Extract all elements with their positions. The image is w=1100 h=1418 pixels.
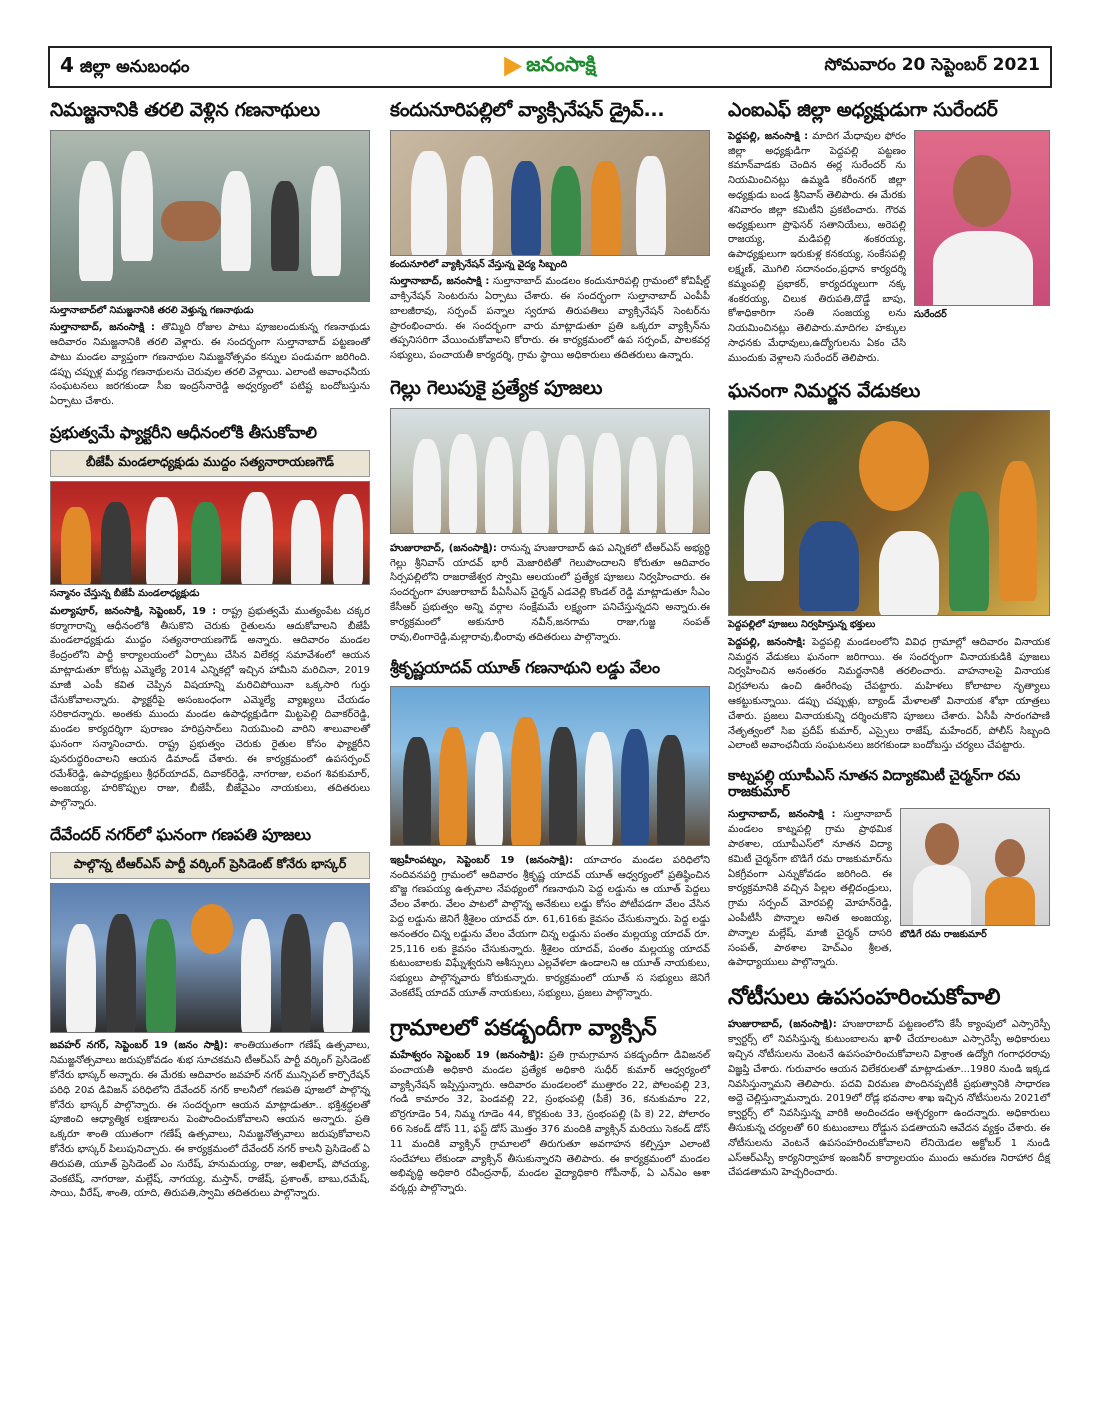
logo-flag-icon: [504, 57, 522, 77]
headline: ఎంఐఎఫ్ జిల్లా అధ్యక్షుడుగా సురేందర్: [728, 99, 998, 121]
article-mif-president: [728, 100, 1050, 367]
committee-photo: [900, 808, 1050, 926]
column-2: [390, 100, 710, 1211]
headline: నోటీసులు ఉపసంహరించుకోవాలి: [728, 985, 1001, 1011]
article-body: [728, 636, 1050, 754]
headline: గెల్లు గెలుపుకై ప్రత్యేక పూజలు: [390, 377, 603, 400]
body-text: రాష్ట్ర ప్రభుత్వమే ముత్యంపేట చక్కర కర్మాగారాన్ని ఆధీనంలోకి తీసుకొని చెరుకు రైతులను ఆదుకోవాలని బీజేపీ మండలాధ్యక్షుడు ముద్దం సత్యనారాయణగౌడ్ అన్నారు. ఆదివారం మండల కేంద్రంలోని పార్టీ కార్యాలయంలో ఏర్పాటు చేసిన విలేకర్ల సమావేశంలో ఆయన మాట్లాడుతూ కోరుట్ల ఎమ్మెల్యే 2014 ఎన్నికల్లో ఇచ్చిన హామీని మరిచినా, 2019 మాజీ ఎంపీ కవిత చెప్పిన విషయాన్ని మరిచిపోయినా ఒక్కసారి గుర్తు చేసుకోవాలన్నారు. ఫ్యాక్టరీపై అసంబంధంగా ఎమ్మెల్యే వ్యాఖ్యలు చేయడం సరికాదన్నారు. అంతకు ముందు మండల ఉపాధ్యక్షుడిగా మిట్టపెల్లి దివాకర్‌రెడ్డి, మండల కార్యదర్శిగా పురాణం హరిప్రసాద్‌లు నియమించి వారిని శాలువాలతో ఘనంగా సన్మానించారు. రాష్ట్ర ప్రభుత్వం చెరుకు రైతుల కోసం ఫ్యాక్టరీని పునరుద్ధరించాలని ఆయన డిమాండ్ చేశారు. ఈ కార్యక్రమంలో ఉపసర్పంచ్ రమేశ్‌రెడ్డి, ఉపాధ్యక్షులు శ్రీధర్‌యాదవ్, దివాకర్‌రెడ్డి, నాగరాజు, లవంగ శివకుమార్, అంజయ్య, హరికొప్పుల రాజు, బీజేపీ, బీజేవైఎం నాయకులు, తదితరులు పాల్గొన్నారు.: [50, 605, 370, 810]
dateline: సుల్తానాబాద్, జనంసాక్షి :: [50, 322, 155, 334]
dateline: హుజురాబాద్, (జనంసాక్షి):: [390, 542, 497, 554]
headline: ఘనంగా నిమర్జన వేడుకలు: [728, 379, 921, 402]
photo-vaccination: [390, 130, 710, 256]
photo-youth-group: [390, 686, 710, 846]
dateline: సుల్తానాబాద్, జనంసాక్షి :: [728, 809, 836, 821]
headline: కందునూరిపల్లిలో వ్యాక్సినేషన్ డ్రైవ్...: [390, 99, 665, 121]
article-body: [728, 130, 906, 367]
photo-immersion: [50, 130, 370, 302]
headline: గ్రామాలలో పకడ్బందీగా వ్యాక్సిన్: [390, 1015, 657, 1041]
page-label: [60, 53, 189, 81]
page-number: 4: [60, 53, 74, 77]
article-body: [50, 321, 370, 410]
dateline: పెద్దపల్లి, జనంసాక్షి :: [728, 130, 809, 142]
portrait-photo: [914, 130, 1050, 306]
photo-caption: కందునూరిలో వ్యాక్సినేషన్ వేస్తున్న వైద్య సిబ్బంది: [390, 258, 568, 270]
article-special-puja: [390, 378, 710, 645]
column-1: [50, 100, 370, 1216]
article-body: [390, 854, 710, 1002]
newspaper-logo: [504, 52, 596, 81]
article-body: [50, 1039, 370, 1202]
headline: శ్రీకృష్ణయాదవ్ యూత్ గణనాథుని లడ్డు వేలం: [390, 658, 660, 678]
dateline: సుల్తానాబాద్, జనంసాక్షి :: [390, 276, 490, 288]
dateline: జవహర్ నగర్, సెప్టెంబర్ 19 (జనం సాక్షి):: [50, 1040, 228, 1052]
photo-puja-devotees: [728, 410, 1050, 616]
photo-caption: బొడిగే రమ రాజకుమార్: [900, 929, 987, 941]
photo-puja-group: [50, 883, 370, 1033]
article-factory: [50, 424, 370, 812]
body-text: యాచారం మండల పరిధిలోని నందివనపర్తి గ్రామంలో ఆదివారం శ్రీకృష్ణ యాదవ్ యూత్ ఆధ్వర్యంలో ప్రతిష్ఠించిన బొజ్జ గణపయ్య ఉత్సవాల నేపథ్యంలో గణనాథుని పెద్ద లడ్డును ఆ యూత్ పెద్దలు వేలం వేశారు. వేలం పాటలో పాల్గొన్న అనేకులు లడ్డు కోసం పోటీపడగా వేలం వేసిన పెద్ద లడ్డును జెనిగే శ్రీశైలం యాదవ్ రూ. 61,616కు కైవసం చేసుకున్నారు. పెద్ద లడ్డు అనంతరం చిన్న లడ్డును వేలం వేయగా చిన్న లడ్డును పంతం మల్లయ్య యాదవ్ రూ. 25,116 లకు కైవసం చేసుకున్నారు. శ్రీశైలం యాదవ్, పంతం మల్లయ్య యాదవ్ కుటుంబాలకు విఘ్నేశ్వరుని ఆశీస్సులు ఎల్లవేళలా ఉండాలని ఆ యూత్ నాయకులు, సభ్యులు పాల్గొన్నవారు కోరుకున్నారు. కార్యక్రమంలో యూత్ స సభ్యులు జెనిగే వెంకటేష్ యాదవ్ యూత్ నాయకులు, సభ్యులు, ప్రజలు పాల్గొన్నారు.: [390, 854, 710, 999]
body-text: హుజురాబాద్ పట్టణంలోని కేసీ క్యాంపులో ఎస్సారెస్పీ క్వార్టర్స్ లో నివసిస్తున్న కుటుంబాలను ఖాళీ చేయాలంటూ ఎస్సారెస్పీ అధికారులు ఇచ్చిన నోటీసులను వెంటనే ఉపసంహరించుకోవాలని విశ్రాంత ఉద్యోగి గంగాధరరావు విజ్ఞప్తి చేశారు. గురువారం ఆయన విలేకరులతో మాట్లాడుతూ...1980 నుండి ఇక్కడ నివసిస్తున్నామని తెలిపారు. పదవి విరమణ పొందినప్పటికీ ప్రభుత్వానికి సాధారణ అద్దె చెల్లిస్తున్నామన్నారు. 2019లో రోడ్ల భవనాల శాఖ ఇచ్చిన నోటీసులను 2021లో క్వార్టర్స్ లో నివసిస్తున్న వారికి అందించడం ఆశ్చర్యంగా ఉందన్నారు. అధికారులు తీసుకున్న చర్యలతో 60 కుటుంబాలు రోడ్డున పడతాయని ఆవేదన వ్యక్తం చేశారు. ఈ నోటీసులను వెంటనే ఉపసంహరించుకోవాలని లేనియెడల అక్టోబర్ 1 నుండి ఎస్ఆర్ఎస్పీ కార్యనిర్వాహక ఇంజనీర్ కార్యాలయం ముందు ఆమరణ నిరాహార దీక్ష చేపడతామని హెచ్చరించారు.: [728, 1019, 1050, 1179]
sub-banner: బీజేపీ మండలాధ్యక్షుడు ముద్దం సత్యనారాయణగౌడ్: [50, 450, 370, 477]
dateline: మహేశ్వరం సెప్టెంబర్ 19 (జనంసాక్షి):: [390, 1050, 544, 1062]
photo-caption: సుల్తానాబాద్‌లో నిమజ్జనానికి తరలి వెళ్తున్న గణనాథుడు: [50, 304, 254, 316]
dateline: మల్యాపూర్, జనంసాక్షి, సెప్టెంబర్, 19 :: [50, 605, 217, 617]
section-name: జిల్లా అనుబంధం: [79, 57, 190, 77]
article-village-vaccine: [390, 1016, 710, 1197]
headline: కాట్నపల్లి యూపీఎస్ నూతన విద్యాకమిటీ చైర్మన్‌గా రమ రాజకుమార్: [728, 768, 1020, 801]
body-text: పెద్దపల్లి మండలంలోని వివిధ గ్రామాల్లో ఆదివారం వినాయక నిమర్జన వేడుకలు ఘనంగా జరిగాయి. ఈ సందర్భంగా వినాయకుడికి పూజలు నిర్వహించిన అనంతరం నిమర్జనానికి తరలించారు. వాహనాలపై వినాయక విగ్రహాలను ఉంచి ఊరేగింపు చేపట్టారు. మహిళలు కోలాటాల నృత్యాలు ఆకట్టుకున్నాయి. డప్పు చప్పుళ్లు, బ్యాండ్ మేళాలతో వినాయక శోభా యాత్రలు చేశారు. ప్రజలు వినాయకున్ని దర్శించుకొని పూజలు చేశారు. ఏసీపీ సారంగపాణి నేతృత్వంలో సిఐ ప్రదీప్ కుమార్, ఎస్సైలు రాజేష్, మహేందర్, పోలీస్ సిబ్బంది ఎలాంటి అవాంఛనీయ సంఘటనలు జరగకుండా బందోబస్తు చర్యలు చేపట్టారు.: [728, 636, 1051, 752]
portrait-caption: సురేందర్: [914, 308, 947, 320]
column-3: [728, 100, 1050, 1195]
article-immersion-festivities: [728, 381, 1050, 755]
article-ganapathi-puja: [50, 826, 370, 1202]
body-text: తొమ్మిది రోజుల పాటు పూజలందుకున్న గణనాథుడు ఆదివారం నిమజ్జనానికి తరలి వెళ్లారు. ఈ సందర్భంగా సుల్తానాబాద్ పట్టణంతో పాటు మండల వ్యాప్తంగా గణనాథుల నిమజ్జనోత్సవం కన్నుల పండువగా జరిగింది. డప్పు చప్పుళ్ల మధ్య గణనాథులను చెరువుల తరలి వెళ్లాయి. ఎలాంటి అవాంఛనీయ సంఘటనలు జరగకుండా సీఐ ఇంద్రసేనారెడ్డి అధ్వర్యంలో పటిష్ట బందోబస్తును ఏర్పాటు చేశారు.: [50, 322, 370, 408]
article-vaccination-drive: [390, 100, 710, 364]
headline: దేవేందర్ నగర్‌లో ఘనంగా గణపతి పూజలు: [50, 824, 311, 844]
article-body: [390, 542, 710, 646]
dateline: ఇబ్రహీంపట్నం, సెప్టెంబర్ 19 (జనంసాక్షి):: [390, 854, 574, 866]
issue-date: సోమవారం 20 సెప్టెంబర్ 2021: [824, 55, 1040, 75]
logo-text: జనంసాక్షి: [526, 52, 596, 76]
article-education-committee: [728, 768, 1050, 971]
photo-temple-group: [390, 408, 710, 534]
photo-felicitation: [50, 481, 370, 585]
body-text: రానున్న హుజురాబాద్ ఉప ఎన్నికలో టీఆర్ఎస్ అభ్యర్థి గెల్లు శ్రీనివాస్ యాదవ్ భారీ మెజారిటితో గెలుపొందాలని కోరుతూ ఆదివారం సిర్సపల్లిలోని రాజరాజేశ్వర స్వామి ఆలయంలో ప్రత్యేక పూజలు నిర్వహించారు. ఈ సందర్భంగా హుజురాబాద్ పీఏసీఎస్ చైర్మన్ ఎడవెల్లి కొండల్ రెడ్డి మాట్లాడుతూ సీఎం కేసీఆర్ ప్రభుత్వం అన్ని వర్గాల సంక్షేమమే లక్ష్యంగా పనిచేస్తున్నదని అన్నారు.ఈ కార్యక్రమంలో అకునూరి నవీన్,జనగామ రాజు,గుజ్జ సంపత్ రావు,లింగారెడ్డి,మల్లారావు,భీంరావు తదితరులు పాల్గొన్నారు.: [390, 542, 710, 643]
photo-caption: సన్మానం చేస్తున్న బీజేపీ మండలాధ్యక్షుడు: [50, 588, 200, 600]
dateline: హుజురాబాద్, (జనంసాక్షి):: [728, 1019, 837, 1031]
article-body: [390, 1049, 710, 1197]
article-immersion: [50, 100, 370, 410]
body-text: మాదిగ మేధావుల ఫోరం జిల్లా అధ్యక్షుడిగా పెద్దపల్లి పట్టణం కమాన్‌వాడకు చెందిన ఈర్ల సురేందర్ ను నియమించినట్లు ఉమ్మడి కరీంనగర్ జిల్లా అధ్యక్షుడు బండ శ్రీనివాస్ తెలిపారు. ఈ మేరకు శనివారం జిల్లా కమిటీని ప్రకటించారు. గౌరవ అధ్యక్షులుగా ప్రొఫెసర్ సతానియేలు, అరెపల్లి రాజయ్య, మడిపల్లి శంకరయ్య, ఉపాధ్యక్షులుగా ఇరుకుళ్ల కనకయ్య, సంకేసపల్లి లక్ష్మణ్, మొగిలి సదానందం,ప్రధాన కార్యదర్శి కమ్మంపల్లి ప్రభాకర్, కార్యదర్శులుగా నక్క శంకరయ్య, చిలుక తిరుపతి,దొడ్డే బాపు, కోశాధికారిగా సంతి సంజయ్య లను నియమించినట్లు తెలిపారు.మాదిగల హక్కుల సాధనకు మేధావులు,ఉద్యోగులను ఏకం చేసి ముందుకు వెళ్లాలని సురేందర్ తెలిపారు.: [728, 130, 906, 364]
body-text: సుల్తానాబాద్ మండలం కందునూరిపల్లి గ్రామంలో కోవిషీల్డ్ వాక్సినేషన్ సెంటరును ఏర్పాటు చేశారు. ఈ సందర్భంగా సుల్తానాబాద్ ఎంపీపీ బాలజీరావు, సర్పంచ్ పన్నాల స్వరూప తిరుపతిలు వ్యాక్సినేషన్ సెంటర్‌ను ప్రారంభించారు. ఈ సందర్భంగా వారు మాట్లాడుతూ ప్రతి ఒక్కరూ వ్యాక్సిన్‌ను తప్పనిసరిగా వేయించుకోవాలని కోరారు. ఈ కార్యక్రమంలో ఉప సర్పంచ్, పాలకవర్గ సభ్యులు, పంచాయతీ కార్యదర్శి, గ్రామ స్థాయి అధికారులు తదితరులు ఉన్నారు.: [390, 276, 710, 362]
headline: ప్రభుత్వమే ఫ్యాక్టరీని ఆధీనంలోకి తీసుకోవాలి: [50, 423, 317, 443]
body-text: శాంతియుతంగా గణేష్ ఉత్సవాలు, నిమజ్జనోత్సవాలు జరుపుకోవడం శుభ సూచకమని టీఆర్ఎస్ పార్టీ వర్కింగ్ ప్రెసిడెంట్ కోనేరు భాస్కర్ అన్నారు. ఈ మేరకు ఆదివారం జవహర్ నగర్ మున్సిపల్ కార్పొరేషన్ పరిధి 20వ డివిజన్ పరిధిలోని దేవేందర్ నగర్ కాలనీలో గణపతి పూజలో పాల్గొన్న కోనేరు భాస్కర్ పాల్గొన్నారు. ఈ సందర్భంగా ఆయన మాట్లాడుతూ.. భక్తిశ్రద్ధలతో పూజించి ఆధ్యాత్మిక లక్షణాలను పెంపొందించుకోవాలని ఆయన అన్నారు. ప్రతి ఒక్కరూ శాంతి యుతంగా గణేష్ ఉత్సవాలు, నిమజ్జనోత్సవాలు జరుపుకోవాలని కోనేరు భాస్కర్ పిలుపునిచ్చారు. ఈ కార్యక్రమంలో దేవేందర్ నగర్ కాలనీ ప్రెసిడెంట్ ఏ తిరుపతి, యూత్ ప్రెసిడెంట్ ఎం సురేష్, హనుమయ్య, రాజు, అఖిలాష్, పోచయ్య, వెంకటేష్, నాగరాజు, మల్లేష్, నాగయ్య, మస్తాన్, రాజేష్, ప్రశాంత్, బాబు,రమేష్, సాయి, వీరేష్, శాంతి, యాది, తిరుపతి,స్వామి తదితరులు పాల్గొన్నారు.: [50, 1040, 370, 1200]
body-text: సుల్తానాబాద్ మండలం కాట్నపల్లి గ్రామ ప్రాథమిక పాఠశాల, యూపీఎస్‌లో నూతన విద్యా కమిటీ చైర్మన్‌గా బొడిగే రమ రాజకుమార్‌ను ఏకగ్రీవంగా ఎన్నుకోవడం జరిగింది. ఈ కార్యక్రమానికి వచ్చిన పిల్లల తల్లిదండ్రులు, గ్రామ సర్పంచ్ మోరపల్లి మోహన్‌రెడ్డి, ఎంపీటీసీ పొన్నాల అనిత అంజయ్య, పొన్నాల మల్లేష్, మాజీ చైర్మన్ దాసరి సంపత్, పాఠశాల హెచ్ఎం శ్రీలత, ఉపాధ్యాయులు పాల్గొన్నారు.: [728, 809, 892, 969]
article-laddu-auction: [390, 659, 710, 1001]
sub-banner: పాల్గొన్న టీఆర్ఎస్ పార్టీ వర్కింగ్ ప్రెసిడెంట్ కోనేరు భాస్కర్: [50, 852, 370, 879]
photo-caption: పెద్దపల్లిలో పూజలు నిర్వహిస్తున్న భక్తులు: [728, 619, 876, 631]
article-notices: [728, 985, 1050, 1181]
article-body: [390, 275, 710, 364]
article-body: [728, 1018, 1050, 1181]
body-text: ప్రతి గ్రామగ్రామాన పకడ్బందీగా డివిజనల్ పంచాయతీ అధికారి మండల ప్రత్యేక అధికారి సుధీర్ కుమార్ ఆధ్వర్యంలో వ్యాక్సినేషన్ ఇప్పిస్తున్నారు. ఆదివారం మండలంలో ముత్తారం 22, పోలంపల్లి 23, గండి కామారం 32, పెండవల్లి 22, స్రంభంపల్లి (పీకే) 36, కనుకుమాం 22, బొర్రగూడెం 54, నిమ్మ గూడెం 44, కొర్లకుంట 33, స్రంభంపల్లి (పి కె) 22, పోలారం 66 సెకండ్ డోస్ 11, ఫస్ట్ డోస్ మొత్తం 376 మందికి వ్యాక్సిన్ మరియు సెకండ్ డోస్ 11 మందికి వ్యాక్సిన్ గ్రామాలలో తిరుగుతూ అవగాహన కల్పిస్తూ ఎలాంటి సందేహాలు లేకుండా వ్యాక్సిన్ తీసుకున్నారని తెలిపారు. ఈ కార్యక్రమంలో మండల అభివృద్ధి అధికారి రవీంద్రనాథ్, మండల వైద్యాధికారి గోపీనాథ్, ఏ ఎన్ఎం ఆశా వర్కర్లు పాల్గొన్నారు.: [390, 1050, 710, 1195]
article-body: [728, 808, 892, 971]
headline: నిమజ్జనానికి తరలి వెళ్లిన గణనాథులు: [50, 99, 320, 121]
masthead: [48, 46, 1052, 88]
dateline: పెద్దపల్లి, జనంసాక్షి:: [728, 636, 806, 648]
article-body: [50, 605, 370, 812]
